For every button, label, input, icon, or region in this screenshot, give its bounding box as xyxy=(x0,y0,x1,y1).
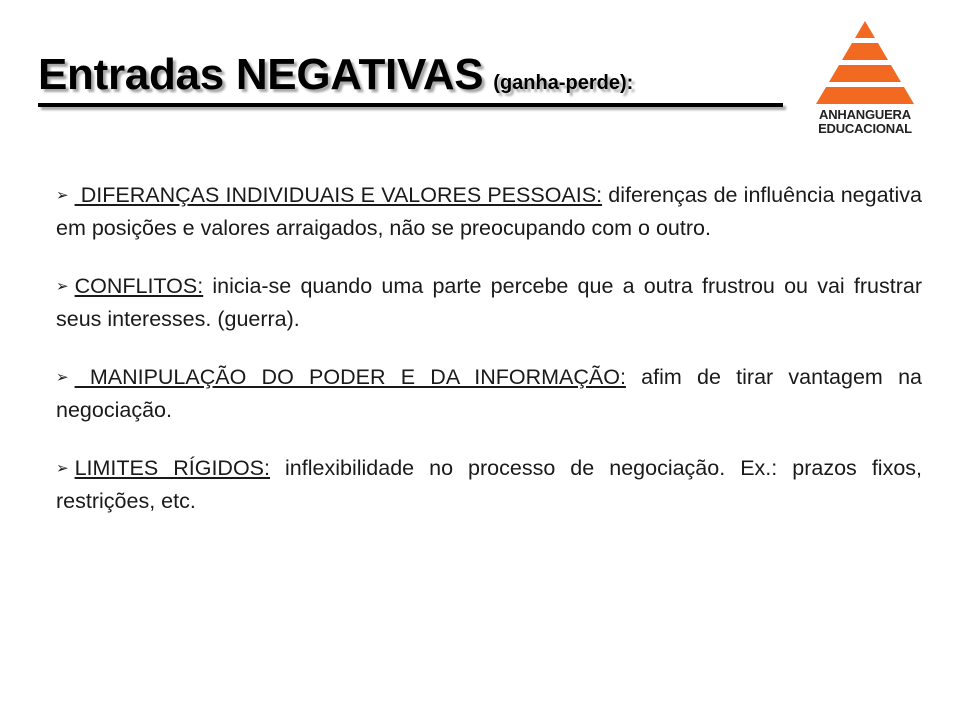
title-underline xyxy=(38,103,783,107)
bullet-heading: MANIPULAÇÃO DO PODER E DA INFORMAÇÃO: xyxy=(74,365,626,389)
bullet-heading: LIMITES RÍGIDOS: xyxy=(74,456,270,480)
bullet-item xyxy=(56,271,922,334)
bullet-text: inflexibilidade no processo de negociação. Ex.: prazos fixos, restrições, etc. xyxy=(56,456,923,513)
title-main: Entradas NEGATIVAS xyxy=(38,50,484,99)
arrow-bullet-icon: ➢ xyxy=(56,369,69,386)
logo-text-line2: EDUCACIONAL xyxy=(818,121,912,136)
arrow-bullet-icon: ➢ xyxy=(56,278,69,295)
anhanguera-logo xyxy=(810,18,920,138)
arrow-bullet-icon: ➢ xyxy=(56,460,69,477)
slide-title xyxy=(38,50,633,100)
arrow-bullet-icon: ➢ xyxy=(56,187,69,204)
title-subtitle: (ganha-perde): xyxy=(493,72,634,94)
triangle-logo-icon xyxy=(810,18,920,108)
logo-text-line1: ANHANGUERA xyxy=(819,107,911,122)
bullet-heading: DIFERANÇAS INDIVIDUAIS E VALORES PESSOAIS: xyxy=(74,183,603,207)
bullet-list xyxy=(56,180,922,544)
bullet-heading: CONFLITOS: xyxy=(74,274,204,298)
bullet-text: afim de tirar vantagem na negociação. xyxy=(56,365,922,422)
bullet-item xyxy=(56,180,922,243)
bullet-item xyxy=(56,453,922,516)
bullet-text: diferenças de influência negativa em posições e valores arraigados, não se preocupando com o outro. xyxy=(56,183,922,240)
bullet-text: inicia-se quando uma parte percebe que a outra frustrou ou vai frustrar seus interesses. (guerra). xyxy=(56,274,922,331)
bullet-item xyxy=(56,362,922,425)
